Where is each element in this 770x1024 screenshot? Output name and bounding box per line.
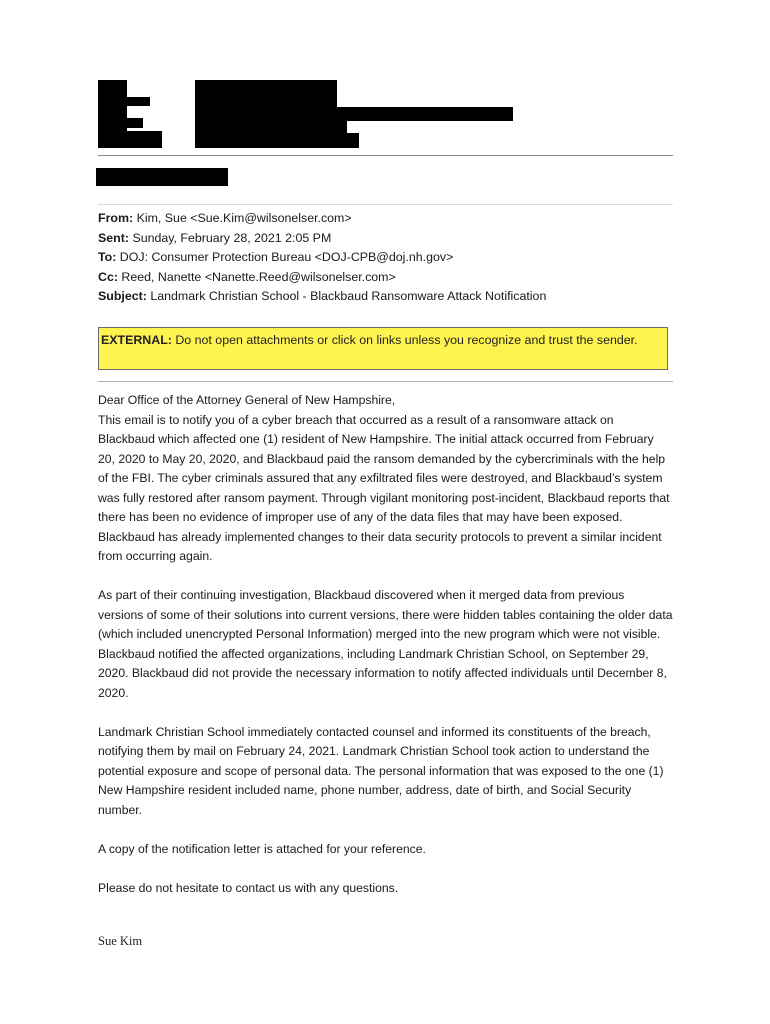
body-paragraph-1: This email is to notify you of a cyber breach that occurred as a result of a ransomware attack on Blackbaud which affected one (1) resident of New Hampshire. The initial attack occurred from February 20, 2020 to May 20, 2020, and Blackbaud paid the ransom demanded by the cybercriminals with the help of the FBI. The cyber criminals assured that any exfiltrated files were destroyed, and Blackbaud’s system was fully restored after ransom payment. Through vigilant monitoring post-incident, Blackbaud reports that there has been no evidence of improper use of any of the data files that may have been exposed. Blackbaud has already implemented changes to their data security protocols to prevent a similar incident from occurring again. [98,412,670,563]
email-header-divider [98,204,673,205]
sent-label: Sent: [98,230,129,245]
redacted-header-block-2 [195,107,513,121]
redacted-header-block-3 [195,121,347,133]
to-label: To: [98,250,117,264]
redacted-logo-block-3 [98,118,143,128]
email-body [98,391,673,918]
sent-value: Sunday, February 28, 2021 2:05 PM [132,230,332,245]
subject-label: Subject: [98,289,147,303]
banner-divider [98,381,673,382]
subject-value: Landmark Christian School - Blackbaud Ransomware Attack Notification [150,289,547,303]
to-row [98,248,546,268]
to-value: DOJ: Consumer Protection Bureau <DOJ-CPB@doj.nh.gov> [119,250,454,264]
header-divider [98,155,673,156]
signature: Sue Kim [98,934,143,948]
redacted-name-block [96,168,228,186]
body-paragraph-5: Please do not hesitate to contact us with any questions. [98,880,399,895]
sent-row [98,229,546,249]
cc-label: Cc: [98,269,118,284]
from-label: From: [98,211,134,225]
body-paragraph-4: A copy of the notification letter is attached for your reference. [98,841,426,856]
body-paragraph-3: Landmark Christian School immediately contacted counsel and informed its constituents of the breach, notifying them by mail on February 24, 2021. Landmark Christian School took action to understand the potential exposure and scope of personal data. The personal information that was exposed to the one (1) New Hampshire resident included name, phone number, address, date of birth, and Social Security number. [98,724,664,817]
redacted-header-block-4 [195,133,359,148]
greeting: Dear Office of the Attorney General of New Hampshire, [98,393,396,407]
external-label: EXTERNAL: [101,333,172,347]
subject-row [98,287,546,307]
external-warning-banner [98,327,668,370]
from-row [98,209,546,229]
external-warning-text: Do not open attachments or click on links unless you recognize and trust the sender. [175,333,638,347]
cc-value: Reed, Nanette <Nanette.Reed@wilsonelser.com> [121,269,396,284]
cc-row [98,268,546,288]
body-paragraph-2: As part of their continuing investigation, Blackbaud discovered when it merged data from previous versions of some of their solutions into current versions, there were hidden tables containing the older data (which included unencrypted Personal Information) merged into the new program which were not visible. Blackbaud notified the affected organizations, including Landmark Christian School, on September 29, 2020. Blackbaud did not provide the necessary information to notify affected individuals until December 8, 2020. [98,588,673,700]
redacted-logo-block-2 [98,97,150,106]
email-headers [98,209,546,307]
redacted-logo-block-4 [98,131,162,148]
from-value: Kim, Sue <Sue.Kim@wilsonelser.com> [136,211,352,225]
